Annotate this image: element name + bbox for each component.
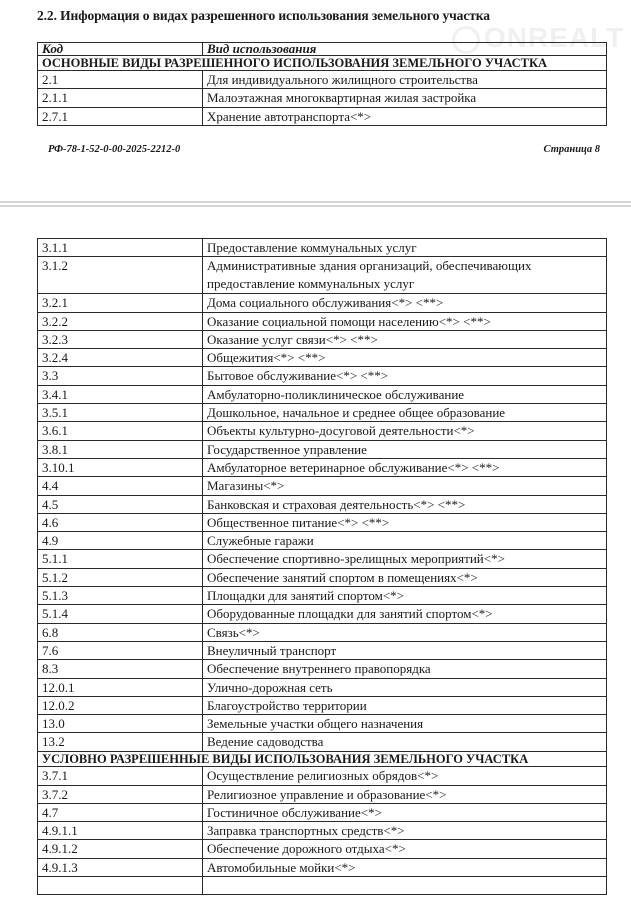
section-conditional-label: УСЛОВНО РАЗРЕШЕННЫЕ ВИДЫ ИСПОЛЬЗОВАНИЯ ЗЕМЕЛЬНОГО УЧАСТКА bbox=[38, 751, 607, 767]
code-cell: 13.0 bbox=[38, 715, 203, 733]
table-row bbox=[38, 294, 607, 312]
code-cell bbox=[38, 877, 203, 895]
table-row bbox=[38, 385, 607, 403]
use-cell: Бытовое обслуживание<*> <**> bbox=[203, 367, 607, 385]
code-cell: 6.8 bbox=[38, 623, 203, 641]
code-cell: 4.9.1.2 bbox=[38, 840, 203, 858]
code-cell: 3.7.1 bbox=[38, 767, 203, 785]
code-cell: 3.4.1 bbox=[38, 385, 203, 403]
code-cell: 4.9.1.3 bbox=[38, 858, 203, 876]
use-cell: Малоэтажная многоквартирная жилая застройка bbox=[203, 89, 607, 107]
use-cell: Связь<*> bbox=[203, 623, 607, 641]
table-row bbox=[38, 422, 607, 440]
code-cell: 4.9.1.1 bbox=[38, 822, 203, 840]
watermark-text: ONREALT bbox=[484, 22, 625, 53]
table-row bbox=[38, 587, 607, 605]
code-cell: 3.2.1 bbox=[38, 294, 203, 312]
code-cell: 7.6 bbox=[38, 641, 203, 659]
table-row bbox=[38, 367, 607, 385]
code-cell: 12.0.2 bbox=[38, 696, 203, 714]
code-cell: 5.1.1 bbox=[38, 550, 203, 568]
permitted-use-table-page-9 bbox=[37, 238, 607, 895]
code-cell: 3.1.1 bbox=[38, 239, 203, 257]
use-cell: Амбулаторное ветеринарное обслуживание<*> <**> bbox=[203, 458, 607, 476]
table-row bbox=[38, 239, 607, 257]
code-cell: 4.6 bbox=[38, 513, 203, 531]
document-page-8 bbox=[0, 0, 631, 200]
code-cell: 5.1.3 bbox=[38, 587, 203, 605]
table-row bbox=[38, 660, 607, 678]
footer-document-number: РФ-78-1-52-0-00-2025-2212-0 bbox=[48, 144, 181, 155]
table-row bbox=[38, 532, 607, 550]
use-cell: Хранение автотранспорта<*> bbox=[203, 107, 607, 125]
use-cell: Автомобильные мойки<*> bbox=[203, 858, 607, 876]
code-cell: 3.5.1 bbox=[38, 404, 203, 422]
use-cell: Государственное управление bbox=[203, 440, 607, 458]
page-separator bbox=[0, 200, 631, 208]
table-header-row bbox=[38, 43, 607, 56]
code-cell: 3.2.3 bbox=[38, 330, 203, 348]
code-cell: 2.1.1 bbox=[38, 89, 203, 107]
code-cell: 3.8.1 bbox=[38, 440, 203, 458]
use-cell: Благоустройство территории bbox=[203, 696, 607, 714]
use-cell: Заправка транспортных средств<*> bbox=[203, 822, 607, 840]
use-cell: Обеспечение занятий спортом в помещениях<*> bbox=[203, 568, 607, 586]
use-cell: Улично-дорожная сеть bbox=[203, 678, 607, 696]
use-cell: Осуществление религиозных обрядов<*> bbox=[203, 767, 607, 785]
section-conditional-row bbox=[38, 751, 607, 767]
table-row bbox=[38, 404, 607, 422]
table-row bbox=[38, 877, 607, 895]
use-cell: Земельные участки общего назначения bbox=[203, 715, 607, 733]
code-cell: 3.2.2 bbox=[38, 312, 203, 330]
section-main-row bbox=[38, 55, 607, 71]
table-row bbox=[38, 513, 607, 531]
table-row bbox=[38, 107, 607, 125]
table-row bbox=[38, 71, 607, 89]
code-cell: 2.7.1 bbox=[38, 107, 203, 125]
code-cell: 3.6.1 bbox=[38, 422, 203, 440]
code-cell: 3.1.2 bbox=[38, 257, 203, 294]
use-cell: Общежития<*> <**> bbox=[203, 349, 607, 367]
table-row bbox=[38, 715, 607, 733]
section-main-label: ОСНОВНЫЕ ВИДЫ РАЗРЕШЕННОГО ИСПОЛЬЗОВАНИЯ ЗЕМЕЛЬНОГО УЧАСТКА bbox=[38, 55, 607, 71]
code-cell: 3.3 bbox=[38, 367, 203, 385]
code-cell: 4.9 bbox=[38, 532, 203, 550]
use-cell: Объекты культурно-досуговой деятельности<*> bbox=[203, 422, 607, 440]
table-row bbox=[38, 641, 607, 659]
code-cell: 4.5 bbox=[38, 495, 203, 513]
table-row bbox=[38, 330, 607, 348]
use-cell: Оказание услуг связи<*> <**> bbox=[203, 330, 607, 348]
table-row bbox=[38, 257, 607, 294]
table-row bbox=[38, 623, 607, 641]
table-row bbox=[38, 767, 607, 785]
use-cell: Религиозное управление и образование<*> bbox=[203, 785, 607, 803]
code-cell: 5.1.2 bbox=[38, 568, 203, 586]
table-row bbox=[38, 349, 607, 367]
use-cell: Дошкольное, начальное и среднее общее образование bbox=[203, 404, 607, 422]
use-cell: Банковская и страховая деятельность<*> <**> bbox=[203, 495, 607, 513]
table-row bbox=[38, 803, 607, 821]
permitted-use-table-page-8 bbox=[37, 42, 607, 126]
use-cell: Площадки для занятий спортом<*> bbox=[203, 587, 607, 605]
use-cell: Амбулаторно-поликлиническое обслуживание bbox=[203, 385, 607, 403]
code-cell: 3.10.1 bbox=[38, 458, 203, 476]
use-cell bbox=[203, 877, 607, 895]
use-cell: Оборудованные площадки для занятий спортом<*> bbox=[203, 605, 607, 623]
use-cell: Для индивидуального жилищного строительства bbox=[203, 71, 607, 89]
use-cell: Внеуличный транспорт bbox=[203, 641, 607, 659]
use-cell: Обеспечение дорожного отдыха<*> bbox=[203, 840, 607, 858]
table-row bbox=[38, 696, 607, 714]
table-row bbox=[38, 89, 607, 107]
table-row bbox=[38, 568, 607, 586]
header-use: Вид использования bbox=[203, 43, 607, 56]
use-cell: Гостиничное обслуживание<*> bbox=[203, 803, 607, 821]
use-cell: Ведение садоводства bbox=[203, 733, 607, 751]
table-row bbox=[38, 678, 607, 696]
table-row bbox=[38, 840, 607, 858]
table-row bbox=[38, 477, 607, 495]
code-cell: 12.0.1 bbox=[38, 678, 203, 696]
footer-page-number: Страница 8 bbox=[543, 144, 600, 155]
code-cell: 3.2.4 bbox=[38, 349, 203, 367]
code-cell: 4.7 bbox=[38, 803, 203, 821]
use-cell: Служебные гаражи bbox=[203, 532, 607, 550]
code-cell: 5.1.4 bbox=[38, 605, 203, 623]
table-row bbox=[38, 858, 607, 876]
document-page-9 bbox=[0, 208, 631, 910]
use-cell: Оказание социальной помощи населению<*> <**> bbox=[203, 312, 607, 330]
table-row bbox=[38, 312, 607, 330]
use-cell: Обеспечение спортивно-зрелищных мероприятий<*> bbox=[203, 550, 607, 568]
code-cell: 13.2 bbox=[38, 733, 203, 751]
code-cell: 3.7.2 bbox=[38, 785, 203, 803]
table-row bbox=[38, 785, 607, 803]
table-row bbox=[38, 440, 607, 458]
table-row bbox=[38, 495, 607, 513]
table-row bbox=[38, 458, 607, 476]
code-cell: 8.3 bbox=[38, 660, 203, 678]
table-row bbox=[38, 550, 607, 568]
header-code: Код bbox=[38, 43, 203, 56]
use-cell: Магазины<*> bbox=[203, 477, 607, 495]
use-cell: Общественное питание<*> <**> bbox=[203, 513, 607, 531]
section-title: 2.2. Информация о видах разрешенного использования земельного участка bbox=[37, 8, 490, 23]
table-row bbox=[38, 605, 607, 623]
code-cell: 4.4 bbox=[38, 477, 203, 495]
use-cell: Административные здания организаций, обеспечивающих предоставление коммунальных услуг bbox=[203, 257, 607, 294]
code-cell: 2.1 bbox=[38, 71, 203, 89]
table-row bbox=[38, 733, 607, 751]
table-row bbox=[38, 822, 607, 840]
use-cell: Предоставление коммунальных услуг bbox=[203, 239, 607, 257]
use-cell: Обеспечение внутреннего правопорядка bbox=[203, 660, 607, 678]
use-cell: Дома социального обслуживания<*> <**> bbox=[203, 294, 607, 312]
